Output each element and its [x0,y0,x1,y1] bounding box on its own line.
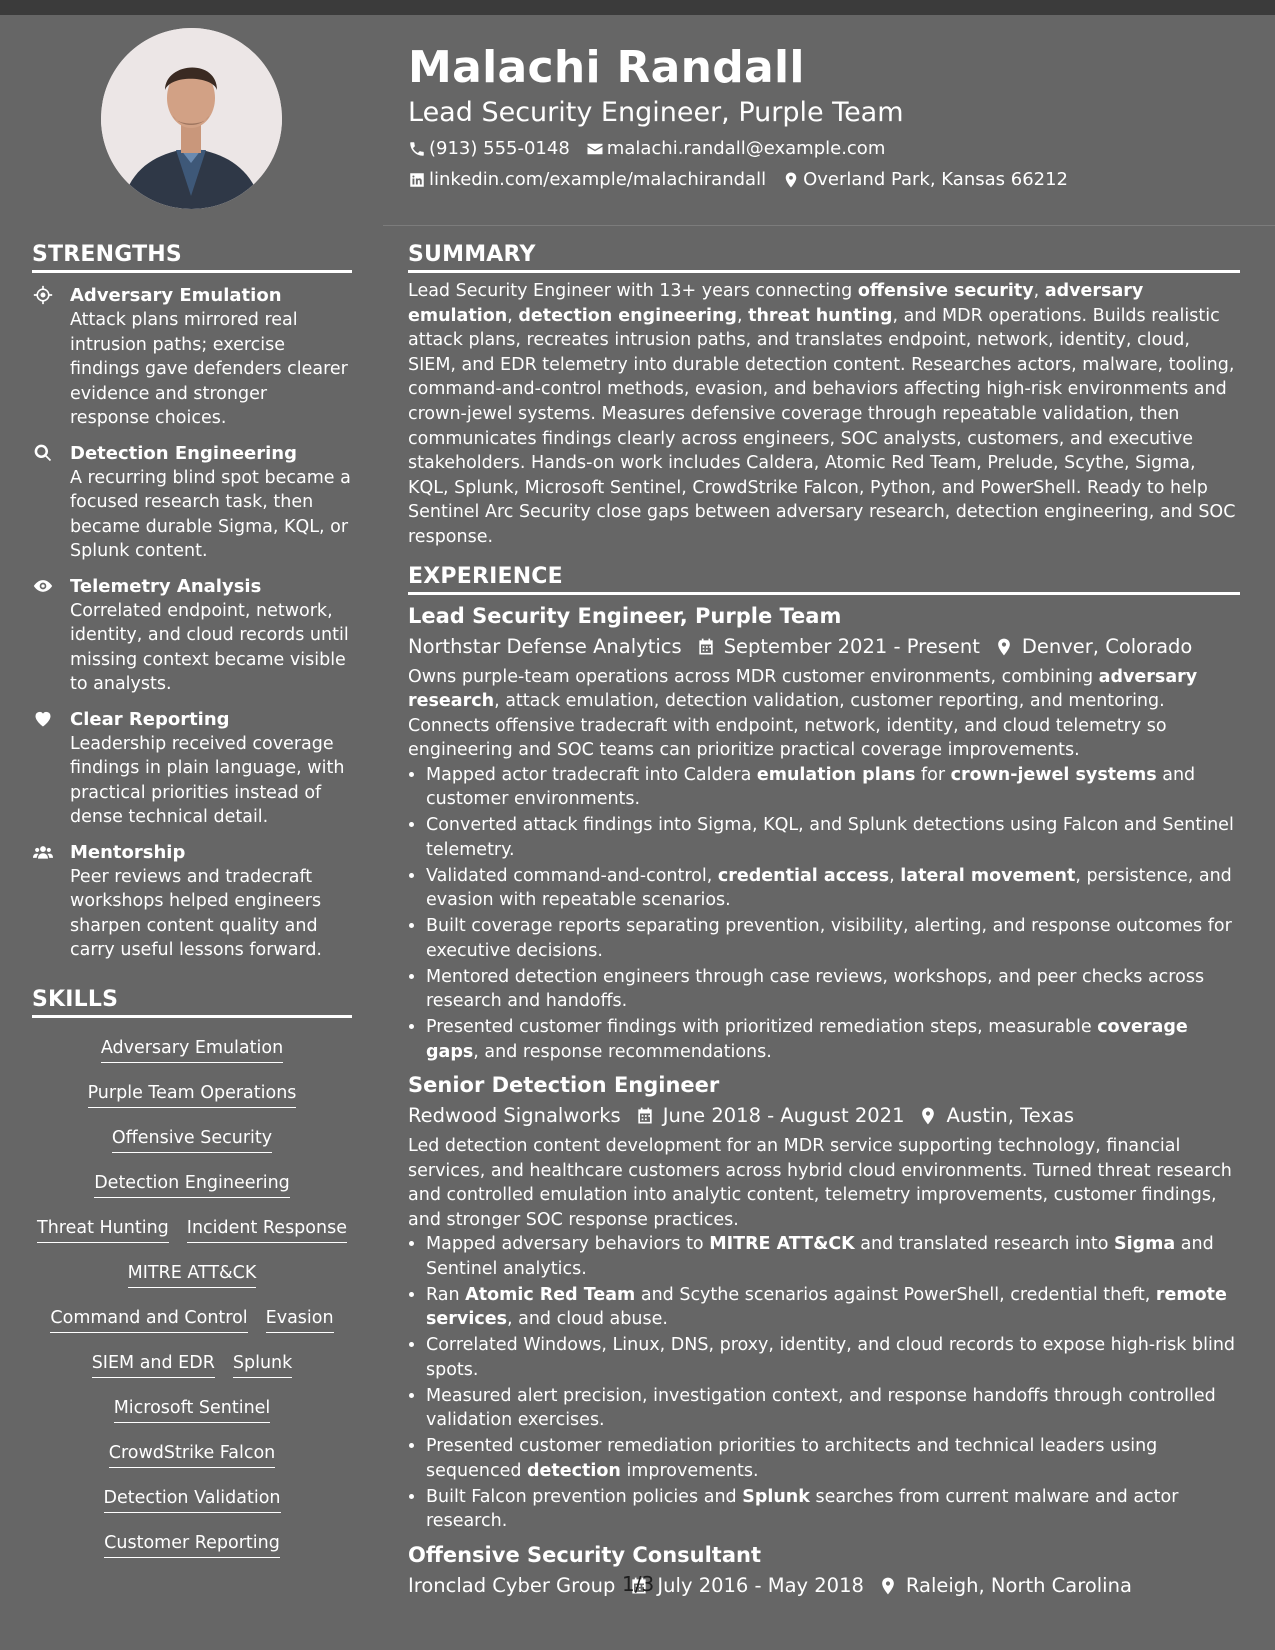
strength-item [32,840,352,963]
top-bar [0,0,1275,15]
text-run: Owns purple-team operations across MDR customer environments, combining [408,666,1099,687]
skill-tag: Detection Engineering [94,1171,290,1198]
strengths-heading: STRENGTHS [32,240,352,273]
text-run: Lead Security Engineer with 13+ years connecting [408,281,858,301]
bold-text: lateral movement [900,865,1076,886]
skill-tag: Adversary Emulation [101,1036,283,1063]
skill-row [32,1126,352,1171]
resume-header [408,40,1238,192]
bold-text: credential access [717,865,890,886]
strength-item [32,441,352,564]
strength-item [32,283,352,431]
map-pin-icon [994,637,1014,657]
text-run: , [736,305,749,326]
location-text: Overland Park, Kansas 66212 [803,169,1068,190]
crosshairs-icon [32,285,54,431]
search-icon [32,443,54,564]
text-run: , and MDR operations. Builds realistic attack plans, recreates intrusion paths, and translates endpoint, network, identity, cloud, SIEM, and EDR telemetry into durable detection content. Researches actors, malware, tooling, command-and-control methods, evasion, and behaviors affecting high-risk environments and crown-jewel systems. Measures defensive coverage through repeatable validation, then communicates findings clearly across engineers, SOC analysts, customers, and executive stakeholders. Hands-on work includes Caldera, Atomic Red Team, Prelude, Scythe, Sigma, KQL, Splunk, Microsoft Sentinel, CrowdStrike Falcon, Python, and PowerShell. Ready to help Sentinel Arc Security close gaps between adversary research, detection engineering, and SOC response. [408,305,1236,547]
linkedin-icon [408,171,426,189]
text-run: Ran [426,1284,466,1305]
bold-text: MITRE ATT&CK [709,1234,855,1255]
text-run: Built coverage reports separating prevention, visibility, alerting, and response outcomes for executive decisions. [426,916,1232,961]
eye-icon [32,576,54,697]
text-run: searches from current malware and actor research. [426,1486,1179,1532]
job-bullet [426,1485,1240,1534]
strength-body [70,283,352,431]
job-bullet [426,813,1240,862]
job-bullet [426,1333,1240,1382]
skill-row [32,1216,352,1261]
job-bullet [426,1434,1240,1483]
bold-text: detection engineering [518,305,737,326]
profile-photo [101,28,282,209]
job-bullet [426,1384,1240,1433]
text-run: Mapped actor tradecraft into Caldera [426,764,757,785]
bold-text: coverage gaps [426,1017,1188,1062]
text-run: and translated research into [854,1234,1115,1255]
candidate-title: Lead Security Engineer, Purple Team [408,97,904,128]
linkedin-text[interactable]: linkedin.com/example/malachirandall [429,169,767,190]
job-entry [408,601,1240,1065]
job-dates: September 2021 - Present [723,634,980,658]
job-entry [408,1070,1240,1534]
job-description [408,665,1240,763]
strength-description: Leadership received coverage findings in plain language, with practical priorities instead of dense technical detail. [70,733,345,827]
strength-body [70,574,352,697]
skill-row [32,1531,352,1576]
skill-tag: SIEM and EDR [92,1351,215,1378]
bold-text: crown-jewel systems [950,764,1157,785]
text-run: Presented customer remediation priorities to architects and technical leaders using sequenced [426,1436,1158,1481]
text-run: , persistence, and evasion with repeatable scenarios. [426,865,1232,911]
text-run: , and response recommendations. [473,1041,772,1062]
skill-tag: Customer Reporting [104,1531,280,1558]
text-run: Converted attack findings into Sigma, KQL, and Splunk detections using Falcon and Sentinel telemetry. [426,815,1234,860]
text-run: Measured alert precision, investigation context, and response handoffs through controlled validation exercises. [426,1385,1216,1431]
skill-tag: CrowdStrike Falcon [109,1441,276,1468]
strength-item [32,574,352,697]
bold-text: Sigma [1114,1234,1176,1255]
job-bullets [408,1232,1240,1534]
skill-tag: Evasion [266,1306,334,1333]
skill-row [32,1306,352,1351]
strength-description: Attack plans mirrored real intrusion paths; exercise findings gave defenders clearer evidence and stronger response choices. [70,310,348,428]
strengths-list [32,283,352,963]
job-description [408,1134,1240,1232]
strength-description: A recurring blind spot became a focused research task, then became durable Sigma, KQL, or Splunk content. [70,467,351,561]
experience-list [408,601,1240,1600]
skill-tag: Microsoft Sentinel [114,1396,271,1423]
job-meta [408,1572,1240,1600]
job-bullet [426,864,1240,913]
skill-row [32,1351,352,1396]
text-run: Presented customer findings with prioritized remediation steps, measurable [426,1017,1098,1038]
job-location: Denver, Colorado [1021,634,1193,658]
job-bullet [426,1283,1240,1332]
skills-list [32,1036,352,1576]
job-entry [408,1540,1240,1600]
bold-text: offensive security [857,281,1034,301]
heart-icon [32,709,54,830]
job-bullet [426,965,1240,1014]
company-name: Northstar Defense Analytics [408,634,682,658]
bold-text: emulation plans [756,764,916,785]
right-column [408,240,1240,1600]
strength-title: Detection Engineering [70,442,297,464]
map-pin-icon [918,1106,938,1126]
calendar-icon [635,1106,655,1126]
phone-contact [408,137,570,161]
location-contact [782,168,1068,192]
phone-icon [408,140,426,158]
page-number: 1/3 [622,1572,655,1596]
job-dates: July 2016 - May 2018 [657,1573,864,1597]
bold-text: adversary emulation [408,281,1144,326]
text-run: Correlated Windows, Linux, DNS, proxy, identity, and cloud records to expose high-risk blind spots. [426,1335,1236,1380]
email-contact[interactable] [586,137,886,161]
job-bullets [408,763,1240,1065]
skills-heading: SKILLS [32,985,352,1018]
bold-text: remote services [426,1284,1227,1330]
strength-title: Adversary Emulation [70,285,282,306]
company-name: Ironclad Cyber Group [408,1573,616,1597]
skill-row [32,1261,352,1306]
job-bullet [426,1232,1240,1281]
text-run: , [1033,281,1045,301]
text-run: , [507,305,519,326]
job-dates: June 2018 - August 2021 [662,1104,905,1128]
bold-text: Splunk [742,1486,810,1507]
text-run: Mapped adversary behaviors to [426,1234,710,1255]
email-icon [586,140,604,158]
skill-row [32,1396,352,1441]
text-run: and customer environments. [426,764,1196,810]
text-run: , attack emulation, detection validation, customer reporting, and mentoring. Connects offensive tradecraft with endpoint, network, identity, and cloud telemetry so engineering and SOC teams can prioritize practical coverage improvements. [408,691,1167,761]
text-run: Validated command-and-control, [426,865,718,886]
skill-tag: Detection Validation [104,1486,281,1513]
skill-tag: Splunk [233,1351,292,1378]
strength-body [70,441,352,564]
job-location: Austin, Texas [946,1104,1075,1128]
text-run: for [915,764,951,785]
skill-tag: Command and Control [50,1306,247,1333]
users-icon [32,842,54,963]
job-meta [408,1102,1240,1130]
skill-tag: MITRE ATT&CK [128,1261,257,1288]
strength-description: Peer reviews and tradecraft workshops helped engineers sharpen content quality and carry useful lessons forward. [70,866,322,960]
bold-text: detection [527,1460,621,1481]
text-run: Mentored detection engineers through case reviews, workshops, and peer checks across research and handoffs. [426,966,1205,1012]
job-title: Lead Security Engineer, Purple Team [408,603,842,628]
text-run: and Scythe scenarios against PowerShell, credential theft, [635,1284,1156,1305]
job-location: Raleigh, North Carolina [905,1573,1132,1597]
skill-tag: Incident Response [187,1216,347,1243]
job-title: Senior Detection Engineer [408,1073,720,1098]
skill-tag: Offensive Security [112,1126,272,1153]
text-run: Led detection content development for an MDR service supporting technology, financial services, and healthcare customers across hybrid cloud environments. Turned threat research and controlled emulation into analytic content, telemetry improvements, customer findings, and stronger SOC response practices. [408,1136,1232,1230]
bold-text: Atomic Red Team [465,1284,636,1305]
bold-text: adversary research [408,666,1198,712]
map-pin-icon [782,171,800,189]
text-run: , [889,865,901,886]
phone-text: (913) 555-0148 [429,138,570,159]
company-name: Redwood Signalworks [408,1104,621,1128]
summary-text [408,279,1240,550]
left-column [32,240,352,1576]
text-run: Built Falcon prevention policies and [426,1486,743,1507]
contact-row-1 [408,137,1238,161]
skill-tag: Purple Team Operations [88,1081,297,1108]
strength-body [70,840,352,963]
skill-tag: Threat Hunting [37,1216,169,1243]
skill-row [32,1081,352,1126]
linkedin-contact[interactable] [408,168,766,192]
candidate-name: Malachi Randall [408,42,805,93]
job-meta [408,633,1240,661]
map-pin-icon [878,1576,898,1596]
job-bullet [426,914,1240,963]
skill-row [32,1441,352,1486]
text-run: and Sentinel analytics. [426,1234,1214,1279]
strength-title: Telemetry Analysis [70,575,262,597]
job-bullet [426,763,1240,812]
job-bullet [426,1015,1240,1064]
bold-text: threat hunting [748,305,893,326]
strength-description: Correlated endpoint, network, identity, and cloud records until missing context became visible to analysts. [70,600,349,694]
strength-title: Clear Reporting [70,708,230,730]
skill-row [32,1171,352,1216]
skill-row [32,1486,352,1531]
strength-title: Mentorship [70,841,186,863]
summary-heading: SUMMARY [408,240,1240,273]
header-divider [383,225,1275,226]
text-run: , and cloud abuse. [506,1309,668,1330]
experience-heading: EXPERIENCE [408,562,1240,595]
contact-row-2 [408,168,1238,192]
job-title: Offensive Security Consultant [408,1542,761,1567]
email-text[interactable]: malachi.randall@example.com [606,138,886,159]
strength-item [32,707,352,830]
text-run: improvements. [620,1460,759,1481]
skill-row [32,1036,352,1081]
calendar-icon [696,637,716,657]
strength-body [70,707,352,830]
